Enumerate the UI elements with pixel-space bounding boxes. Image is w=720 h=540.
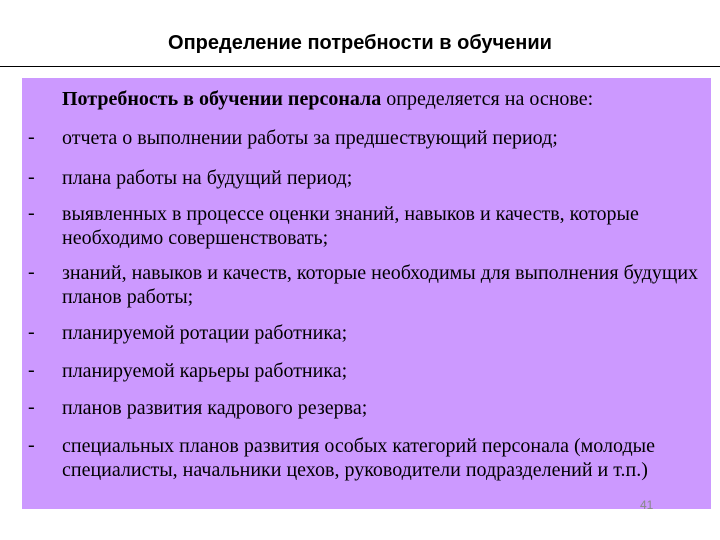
list-item-text: выявленных в процессе оценки знаний, навыков и качеств, которые необходимо совершенствовать; [62, 203, 639, 249]
intro-line [62, 88, 593, 111]
slide-title: Определение потребности в обучении [168, 32, 552, 54]
list-item-text: знаний, навыков и качеств, которые необходимы для выполнения будущих планов работы; [62, 262, 699, 308]
title-divider [0, 66, 720, 67]
bullet-dash: - [28, 321, 35, 343]
bullet-dash: - [28, 261, 35, 283]
list-item-text: планов развития кадрового резерва; [62, 397, 368, 419]
bullet-dash: - [28, 359, 35, 381]
bullet-dash: - [28, 202, 35, 224]
page-number: 41 [640, 498, 654, 512]
list-item-text: плана работы на будущий период; [62, 167, 353, 189]
bullet-dash: - [28, 434, 35, 456]
bullet-dash: - [28, 396, 35, 418]
list-item-text: специальных планов развития особых категорий персонала (молодые специалисты, начальники цехов, руководители подразделений и т.п.) [62, 435, 655, 481]
list-item-text: отчета о выполнении работы за предшествующий период; [62, 127, 558, 149]
list-item-text: планируемой ротации работника; [62, 322, 348, 344]
bullet-dash: - [28, 126, 35, 148]
intro-bold-text: Потребность в обучении персонала [62, 88, 382, 110]
bullet-dash: - [28, 166, 35, 188]
intro-rest-text: определяется на основе: [381, 88, 594, 110]
list-item-text: планируемой карьеры работника; [62, 360, 348, 382]
